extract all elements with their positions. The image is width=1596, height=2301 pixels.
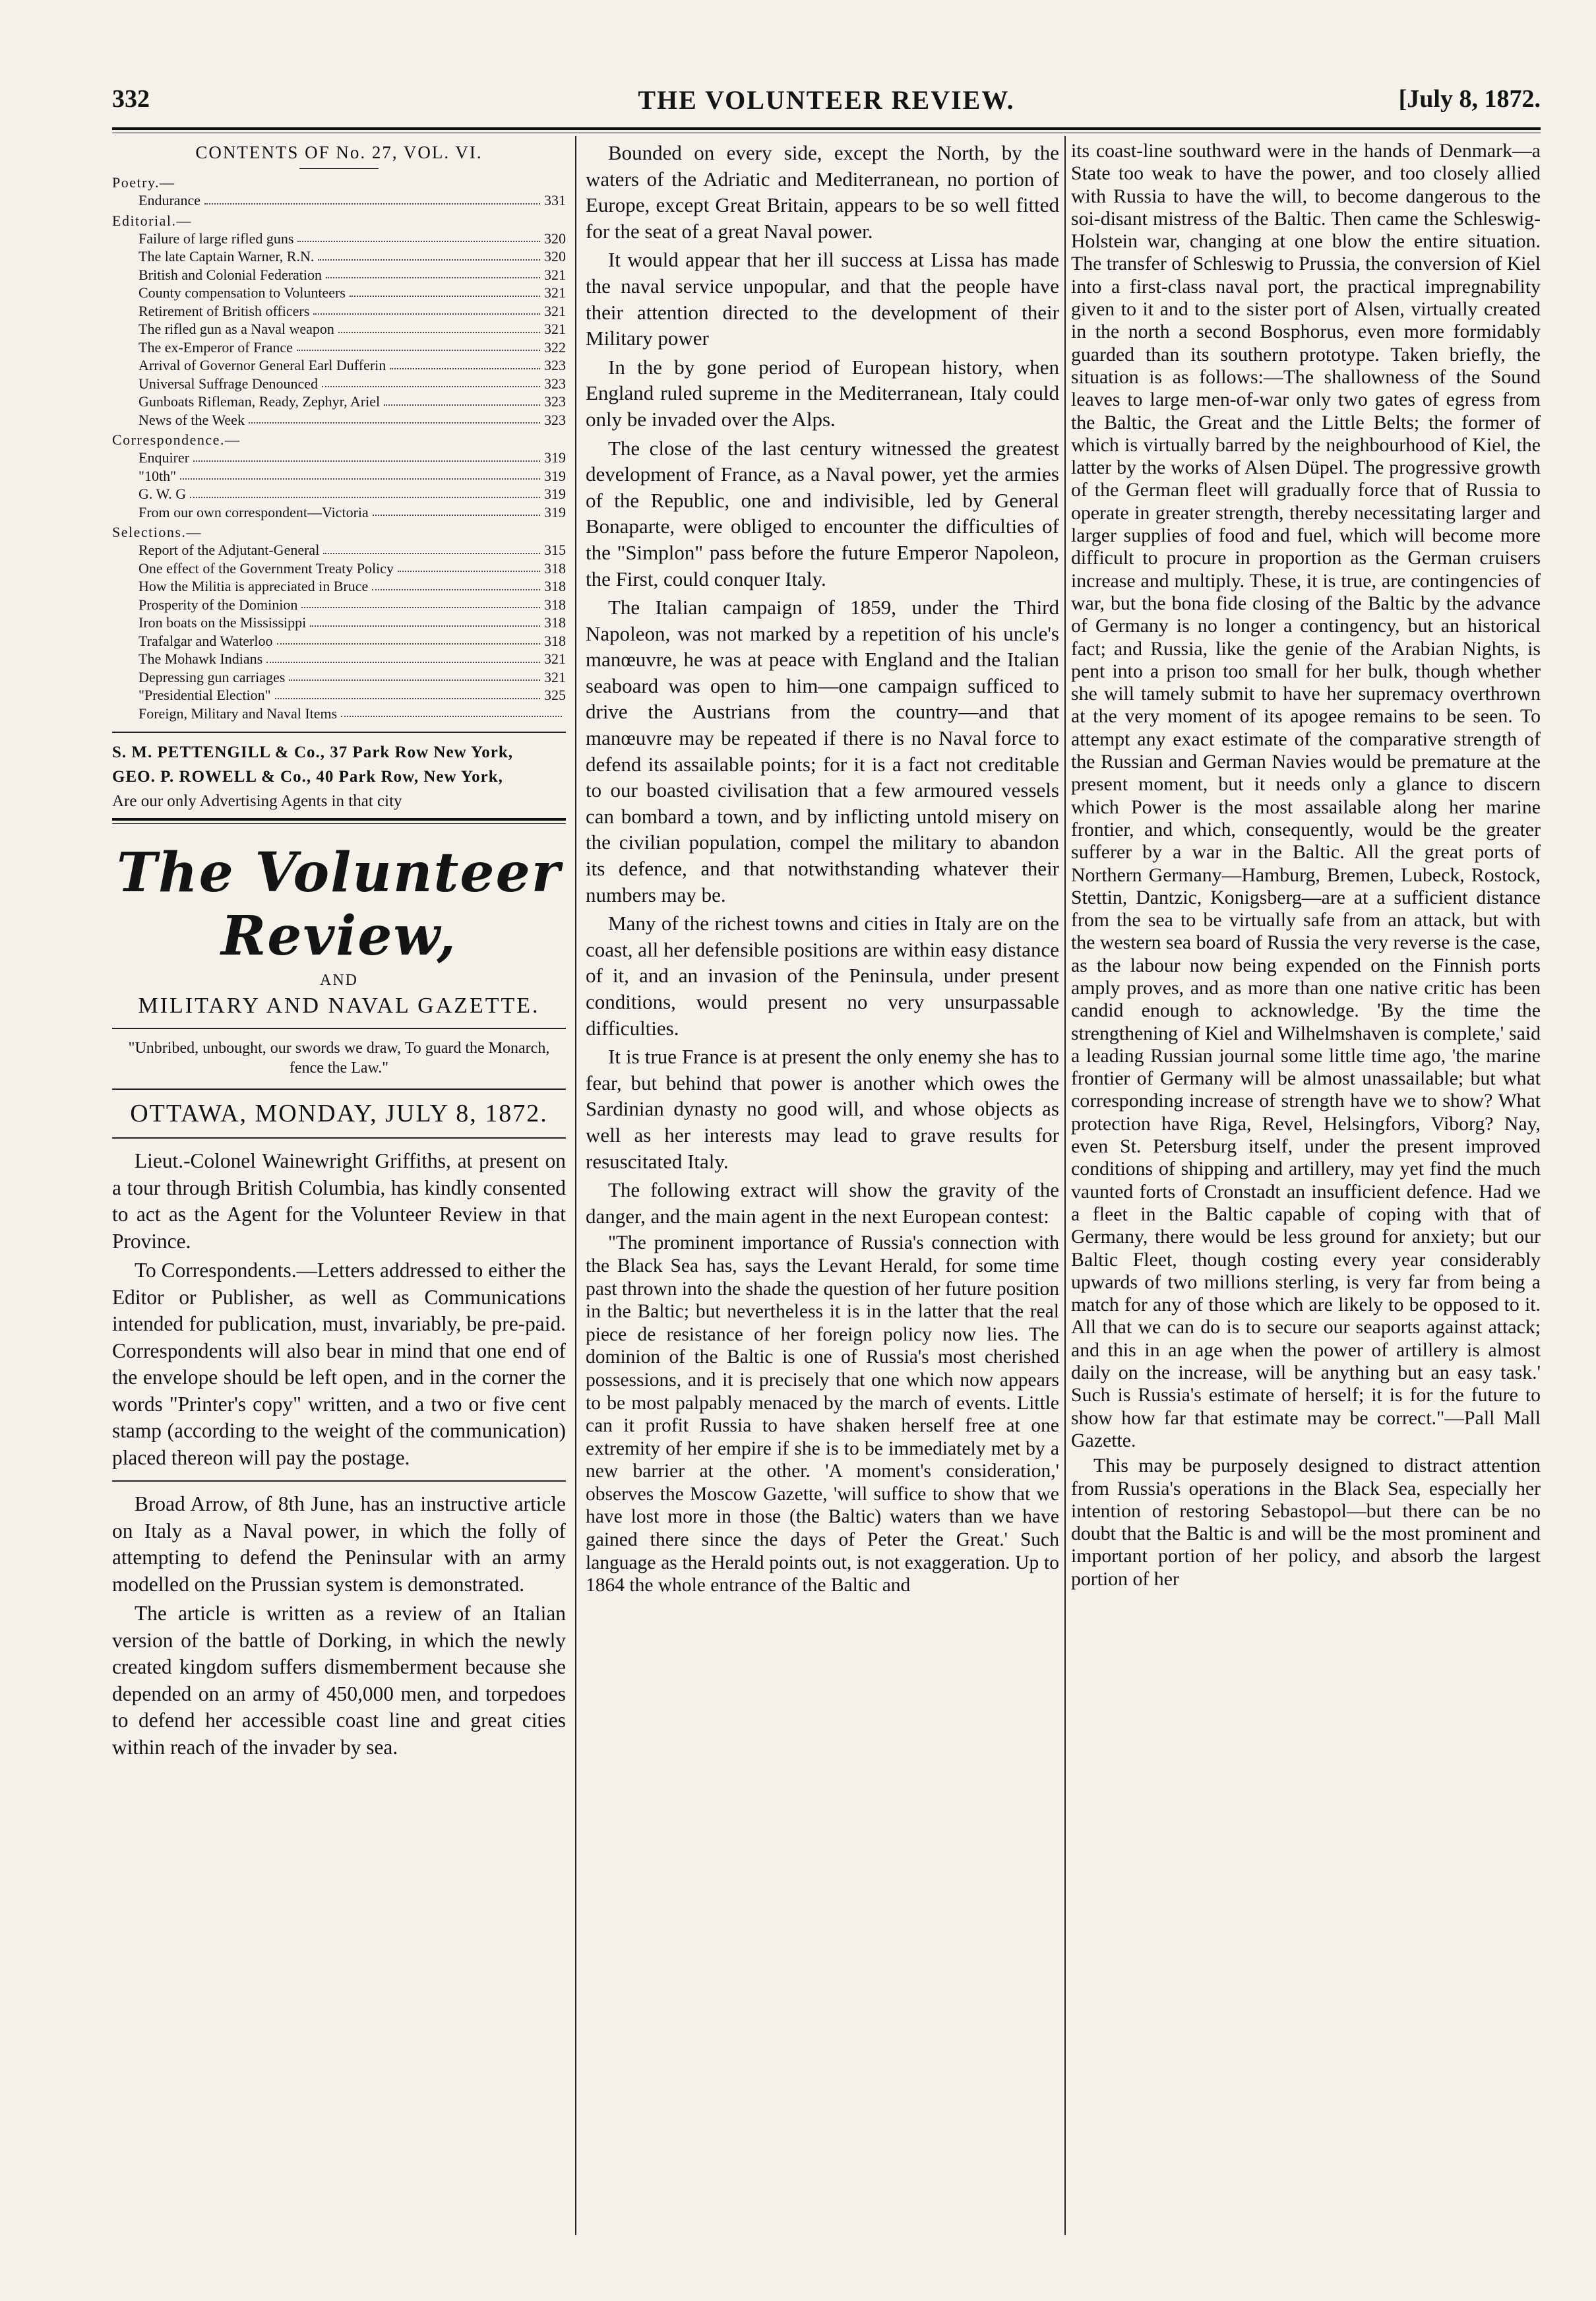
toc-entry-title: Arrival of Governor General Earl Dufferin — [138, 357, 386, 373]
page-number: 332 — [112, 85, 150, 113]
toc-entry-title: British and Colonial Federation — [138, 266, 322, 283]
table-of-contents — [112, 174, 566, 722]
column-1 — [112, 140, 566, 2242]
toc-entry-page: 321 — [544, 284, 566, 301]
col2-paragraph: The close of the last century witnessed the greatest development of France, as a Naval power, yet the armies of the Republic, one and indivisible, led by General Bonaparte, were obliged to encounter the difficulties of the "Simplon" pass before the future Emperor Napoleon, the First, could conquer Italy. — [586, 436, 1059, 590]
page-header — [112, 84, 1541, 127]
toc-leader-dots — [384, 393, 540, 406]
toc-entry-title: "Presidential Election" — [138, 687, 271, 703]
dateline: OTTAWA, MONDAY, JULY 8, 1872. — [130, 1100, 548, 1127]
toc-entry-title: Prosperity of the Dominion — [138, 596, 298, 613]
toc-entry — [112, 668, 566, 687]
toc-entry — [112, 393, 566, 411]
toc-leader-dots — [338, 320, 540, 333]
toc-entry — [112, 302, 566, 321]
toc-entry-page: 315 — [544, 542, 566, 558]
header-rule — [112, 127, 1541, 130]
toc-entry — [112, 541, 566, 559]
toc-entry-title: County compensation to Volunteers — [138, 284, 346, 301]
toc-leader-dots — [350, 284, 540, 297]
toc-entry — [112, 686, 566, 705]
toc-leader-dots — [373, 503, 540, 517]
col1-paragraph: Lieut.-Colonel Wainewright Griffiths, at present on a tour through British Columbia, has kindly consented to act as the Agent for the Volunteer Review in that Province. — [112, 1149, 566, 1253]
toc-entry-title: Endurance — [138, 192, 201, 208]
toc-leader-dots — [204, 191, 540, 205]
toc-entry — [112, 284, 566, 302]
toc-leader-dots — [193, 449, 540, 462]
toc-entry-title: Trafalgar and Waterloo — [138, 632, 273, 649]
toc-entry-page: 319 — [544, 503, 566, 520]
toc-entry — [112, 559, 566, 578]
col1-section-rule — [112, 1480, 566, 1482]
toc-entry-page: 318 — [544, 614, 566, 631]
toc-leader-dots — [301, 596, 540, 609]
toc-entry-page: 323 — [544, 357, 566, 373]
toc-leader-dots — [323, 541, 540, 554]
toc-entry-page: 319 — [544, 467, 566, 484]
toc-leader-dots — [341, 705, 562, 718]
toc-entry-page: 319 — [544, 449, 566, 466]
toc-entry-page: 318 — [544, 559, 566, 577]
toc-entry-page: 318 — [544, 632, 566, 649]
toc-leader-dots — [249, 411, 540, 424]
col2-paragraph: The following extract will show the gravity of the danger, and the main agent in the next European contest: — [586, 1178, 1059, 1228]
toc-entry-title: Failure of large rifled guns — [138, 230, 294, 247]
toc-entry-title: Foreign, Military and Naval Items — [138, 705, 338, 722]
toc-entry — [112, 320, 566, 338]
toc-entry-title: Universal Suffrage Denounced — [138, 375, 319, 392]
toc-entry — [112, 485, 566, 503]
col1-paragraph: Broad Arrow, of 8th June, has an instructive article on Italy as a Naval power, in which the folly of attempting to defend the Peninsular with an army modelled on the Prussian system is demonstrated. — [112, 1492, 566, 1596]
toc-entry-title: Iron boats on the Mississippi — [138, 614, 307, 631]
toc-leader-dots — [297, 230, 540, 243]
toc-entry — [112, 230, 566, 248]
toc-entry-title: Retirement of British officers — [138, 302, 310, 319]
toc-entry — [112, 467, 566, 486]
dateline-rule-bottom — [112, 1137, 566, 1139]
toc-section-label: Correspondence.— — [112, 431, 241, 448]
toc-entry — [112, 705, 566, 723]
toc-leader-dots — [390, 356, 540, 369]
toc-entry-page: 321 — [544, 650, 566, 667]
toc-entry — [112, 650, 566, 668]
masthead-rule-top — [112, 818, 566, 821]
toc-section-label: Selections.— — [112, 524, 202, 540]
toc-leader-dots — [180, 467, 540, 480]
toc-entry-title: G. W. G — [138, 486, 187, 502]
toc-entry-page: 320 — [544, 230, 566, 247]
toc-entry-title: From our own correspondent—Victoria — [138, 503, 369, 520]
toc-entry-title: How the Militia is appreciated in Bruce — [138, 578, 369, 594]
col2-paragraph: Bounded on every side, except the North, by the waters of the Adriatic and Mediterranean, no portion of Europe, except Great Britain, appears to be so well fitted for the seat of a great Naval power. — [586, 141, 1059, 243]
toc-leader-dots — [289, 668, 540, 681]
toc-entry — [112, 596, 566, 614]
toc-entry-title: The rifled gun as a Naval weapon — [138, 321, 334, 337]
toc-entry-page: 323 — [544, 411, 566, 428]
toc-leader-dots — [190, 485, 540, 498]
agent-rowell: GEO. P. ROWELL & Co., 40 Park Row, New York, — [112, 768, 503, 786]
column-3 — [1071, 140, 1541, 2242]
toc-entry-page: 318 — [544, 578, 566, 594]
agent-pettengill: S. M. PETTENGILL & Co., 37 Park Row New York, — [112, 743, 513, 761]
toc-leader-dots — [326, 266, 540, 279]
toc-entry-page: 320 — [544, 248, 566, 265]
masthead-rule — [112, 1028, 566, 1029]
toc-section-label: Poetry.— — [112, 174, 175, 191]
col2-paragraph: The Italian campaign of 1859, under the Third Napoleon, was not marked by a repetition of his uncle's manœuvre, he was at peace with England and the Italian seaboard was open to him—one campaign sufficed to drive the Austrians from the country—and that manœuvre may be repeated if there is no Naval force to defend its assailable points; for it is a fact not creditable to our boasted civilisation that a few armoured vessels can bombard a town, and by inflicting untold misery on the civilian population, compel the military to abandon its defence, and that notwithstanding whatever their numbers may be. — [586, 596, 1059, 906]
toc-leader-dots — [318, 247, 540, 261]
toc-leader-dots — [275, 686, 540, 699]
toc-entry-page: 321 — [544, 321, 566, 337]
toc-entry-title: The ex-Emperor of France — [138, 338, 293, 356]
toc-entry-page: 323 — [544, 393, 566, 410]
contents-rule — [299, 168, 379, 169]
header-date: [July 8, 1872. — [1398, 85, 1541, 113]
toc-entry-title: "10th" — [138, 467, 177, 484]
masthead-and: AND — [320, 972, 358, 989]
toc-entry — [112, 338, 566, 357]
dateline-rule — [112, 1088, 566, 1090]
toc-entry-title: Report of the Adjutant-General — [138, 542, 320, 558]
running-title: THE VOLUNTEER REVIEW. — [638, 85, 1015, 115]
toc-entry-page: 319 — [544, 486, 566, 502]
col3-paragraph: This may be purposely designed to distract attention from Russia's operations in the Black Sea, especially her intention of restoring Sebastopol—but there can be no doubt that the Baltic is and will be the most prominent and important portion of her policy, and absorb the largest portion of her — [1071, 1455, 1541, 1590]
toc-entry — [112, 411, 566, 429]
masthead-title: The Volunteer Review, — [117, 841, 561, 968]
toc-leader-dots — [398, 559, 540, 573]
toc-entry — [112, 577, 566, 596]
toc-entry — [112, 247, 566, 266]
toc-leader-dots — [310, 614, 540, 627]
toc-entry-page: 321 — [544, 302, 566, 319]
toc-entry — [112, 632, 566, 650]
masthead-subtitle: MILITARY AND NAVAL GAZETTE. — [138, 993, 540, 1018]
toc-entry-title: The Mohawk Indians — [138, 650, 263, 667]
toc-entry-title: One effect of the Government Treaty Policy — [138, 559, 394, 577]
toc-entry-title: News of the Week — [138, 411, 245, 428]
col2-paragraph: Many of the richest towns and cities in Italy are on the coast, all her defensible positions are within easy distance of it, and an invasion of the Peninsula, under present conditions, would present no very unsurpassable difficulties. — [586, 912, 1059, 1040]
toc-entry-page: 325 — [544, 687, 566, 703]
col3-quotation: its coast-line southward were in the hands of Denmark—a State too weak to have the power, and too closely allied with Russia to have the will, to become dangerous to the soi-disant mistress of the Baltic. Then came the Schleswig-Holstein war, changing at one blow the entire situation. The transfer of Schleswig to Prussia, the conversion of Kiel into a first-class naval port, the practical impregnability given to it and to the sister port of Alsen, virtually created in the north a second Bosphorus, even more formidably guarded than its southern prototype. Taken briefly, the situation is as follows:—The shallowness of the Sound leaves to large men-of-war only two gates of egress from the Baltic, the Great and the Little Belts; the former of which is virtually barred by the neighbourhood of Kiel, the latter by the works of Alsen Düpel. The progressive growth of the German fleet will gradually force that of Russia to operate in greater strength, thereby necessitating larger and larger supplies of food and fuel, which will become more difficult to procure in proportion as the German cruisers increase and multiply. These, it is true, are contingencies of war, but the bona fide closing of the Baltic by the advance of Germany is no longer a contingency, but an historical fact; and Russia, like the genie of the Arabian Nights, is pent into a prison too small for her bulk, though whether she will tamely submit to have her supremacy overthrown at the very moment of its apogee remains to be seen. To attempt any exact estimate of the comparative strength of the Russian and German Navies would be premature at the present moment, but it needs only a glance to discern which Power is the most assailable along her marine frontier, and which, consequently, would be the greater sufferer by a war in the Baltic. All the great ports of Northern Germany—Hamburg, Bremen, Lubeck, Rostock, Stettin, Dantzic, Konigsberg—are at a sufficient distance from the sea to be virtually safe from an attack, but with the western sea board of Russia the very reverse is the case, as the labour now being expended on the Finnish ports amply proves, and as more than one native critic has been candid enough to acknowledge. 'By the time the strengthening of Kiel and Wilhelmshaven is complete,' said a leading Russian journal some little time ago, 'the marine frontier of Germany will be almost unassailable; but what corresponding increase of strength have we to show? What protection have Riga, Revel, Helsingfors, Viborg? Nay, even St. Petersburg itself, under the present improved conditions of shipping and artillery, may yet find the much vaunted forts of Cronstadt an insufficient defence. Had we a fleet in the Baltic capable of coping with that of Germany, there would be less ground for anxiety; but our Baltic Fleet, though costing every year considerably upwards of two millions sterling, is very far from being a match for any of those which are likely to be opposed to it. All that we can do is to secure our seaports against attack; and this in an age when the power of artillery is almost daily on the increase, will be anything but an easy task.' Such is Russia's estimate of herself; it is for the future to show how far that estimate may be correct."—Pall Mall Gazette. — [1071, 140, 1541, 1451]
col1-paragraph: To Correspondents.—Letters addressed to either the Editor or Publisher, as well as Communications intended for publication, must, invariably, be pre-paid. Correspondents will also bear in mind that one end of the envelope should be left open, and in the corner the words "Printer's copy" written, and a two or five cent stamp (according to the weight of the communication) placed thereon will pay the postage. — [112, 1259, 566, 1469]
agents-note: Are our only Advertising Agents in that city — [112, 792, 402, 810]
toc-entry — [112, 449, 566, 467]
toc-entry — [112, 191, 566, 210]
toc-leader-dots — [266, 650, 540, 663]
toc-leader-dots — [372, 577, 540, 590]
toc-entry — [112, 503, 566, 522]
toc-entry-title: Depressing gun carriages — [138, 668, 286, 685]
toc-entry-page: 331 — [544, 192, 566, 208]
toc-entry-title: The late Captain Warner, R.N. — [138, 248, 315, 265]
column-divider-1 — [575, 136, 576, 2235]
toc-section-label: Editorial.— — [112, 212, 192, 229]
contents-end-rule — [112, 732, 566, 733]
toc-entry — [112, 266, 566, 284]
toc-entry-title: Enquirer — [138, 449, 189, 466]
toc-entry-page: 321 — [544, 668, 566, 685]
toc-entry-page: 322 — [544, 338, 566, 356]
column-2 — [586, 140, 1059, 2242]
toc-entry — [112, 614, 566, 632]
contents-heading: CONTENTS OF No. 27, VOL. VI. — [195, 142, 483, 162]
toc-entry-title: Gunboats Rifleman, Ready, Zephyr, Ariel — [138, 393, 381, 410]
toc-leader-dots — [277, 632, 541, 645]
toc-entry-page: 318 — [544, 596, 566, 613]
col2-quotation: "The prominent importance of Russia's connection with the Black Sea has, says the Levant Herald, for some time past thrown into the shade the question of her future position in the Baltic; but nevertheless it is in the latter that the real piece de resistance of her foreign policy now lies. The dominion of the Baltic is one of Russia's most cherished possessions, and it is precisely that one which now appears to be most palpably menaced by the march of events. Little can it profit Russia to have shaken herself free at one extremity of her empire if she is to be immediately met by a new barrier at the other. 'A moment's consideration,' observes the Moscow Gazette, 'will suffice to show that we have lost more in those (the Baltic) waters than we have gained there since the days of Peter the Great.' Such language as the Herald points out, is not exaggeration. Up to 1864 the whole entrance of the Baltic and — [586, 1232, 1059, 1596]
masthead-motto: "Unbribed, unbought, our swords we draw, To guard the Monarch, fence the Law." — [128, 1040, 550, 1077]
col2-paragraph: In the by gone period of European history, when England ruled supreme in the Mediterranean, Italy could only be invaded over the Alps. — [586, 355, 1059, 431]
toc-entry — [112, 375, 566, 393]
toc-leader-dots — [313, 302, 540, 315]
masthead-rule-top-thin — [112, 823, 566, 824]
toc-leader-dots — [322, 375, 540, 388]
toc-entry — [112, 356, 566, 375]
col2-paragraph: It would appear that her ill success at Lissa has made the naval service unpopular, and that the people have their attention directed to the development of their Military power — [586, 248, 1059, 350]
toc-entry-page: 321 — [544, 266, 566, 283]
toc-entry-page: 323 — [544, 375, 566, 392]
col1-paragraph: The article is written as a review of an Italian version of the battle of Dorking, in which the newly created kingdom suffers dismemberment because she depended on an army of 450,000 men, and torpedoes to defend her accessible coast line and great cities within reach of the invader by sea. — [112, 1602, 566, 1759]
col2-paragraph: It is true France is at present the only enemy she has to fear, but behind that power is another which owes the Sardinian dynasty no good will, and whose objects as well as her interests may lead to grave results for resuscitated Italy. — [586, 1045, 1059, 1173]
toc-leader-dots — [297, 338, 540, 352]
column-divider-2 — [1064, 136, 1066, 2235]
